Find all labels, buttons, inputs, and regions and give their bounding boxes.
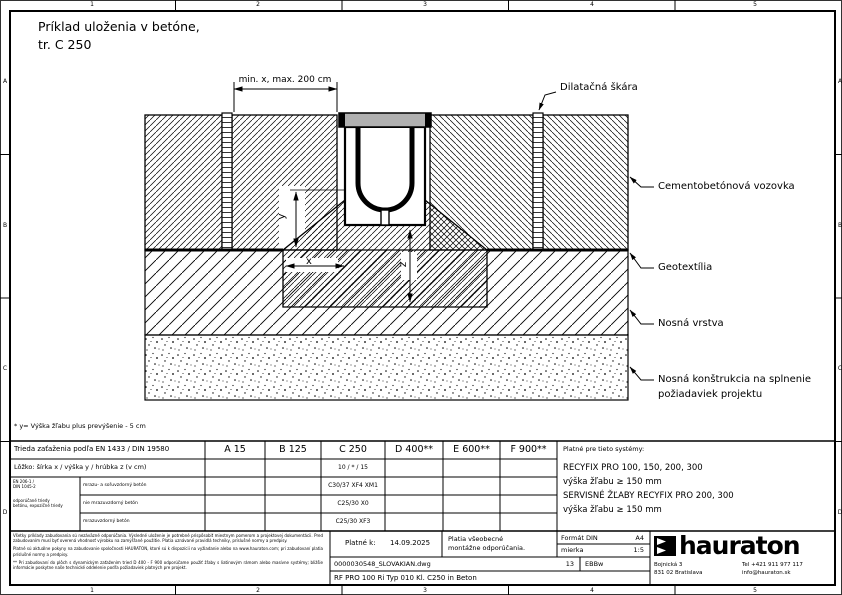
frame-row-label: D bbox=[2, 509, 8, 516]
address-line1: Bojnická 3 bbox=[654, 562, 683, 568]
frame-col-label: 3 bbox=[423, 1, 427, 8]
frame-col-label: 4 bbox=[590, 587, 594, 594]
systems-line: výška žľabu ≥ 150 mm bbox=[563, 477, 662, 487]
frame-col-label: 5 bbox=[753, 1, 757, 8]
company-address bbox=[654, 561, 742, 578]
callout-pavement: Cementobetónová vozovka bbox=[658, 181, 795, 192]
callout-subbase: Nosná konštrukcia na splnenie požiadaviek projektu bbox=[658, 374, 812, 400]
concrete-row-label: mrazu- a soľuvzdorný betón bbox=[83, 483, 147, 488]
bedding-value-c250: 10 / * / 15 bbox=[338, 464, 368, 471]
file-name: 0000030548_SLOVAKIAN.dwg bbox=[334, 560, 431, 568]
format-value: A4 bbox=[635, 534, 644, 542]
sheet-number: 13 bbox=[565, 560, 574, 568]
hauraton-wordmark: hauraton bbox=[679, 531, 800, 560]
dim-mask bbox=[286, 258, 338, 272]
format-label: Formát DIN bbox=[561, 534, 598, 542]
frame-row-label: A bbox=[837, 78, 842, 85]
norm-line1: EN 206-1 / bbox=[13, 479, 35, 484]
channel-u-profile bbox=[358, 128, 412, 210]
drawing-title: RF PRO 100 Ri Typ 010 Kl. C250 in Beton bbox=[334, 574, 477, 582]
callout-base-course: Nosná vrstva bbox=[658, 318, 724, 329]
dim-top bbox=[234, 82, 337, 112]
frame-row-label: B bbox=[837, 222, 842, 229]
hauraton-logo-icon bbox=[654, 536, 676, 556]
dim-y-label: y bbox=[276, 213, 288, 220]
disclaimer-block bbox=[13, 533, 323, 573]
company-block bbox=[654, 533, 834, 578]
grate bbox=[339, 113, 431, 127]
frame-row-label: C bbox=[2, 365, 8, 372]
callout-geotextile: Geotextília bbox=[658, 262, 713, 273]
address-line2: 831 02 Bratislava bbox=[654, 570, 703, 577]
general-note-line2: montážne odporúčania. bbox=[448, 544, 526, 552]
frame-row-label: D bbox=[837, 509, 842, 516]
frame-col-label: 1 bbox=[90, 587, 94, 594]
class-f900: F 900** bbox=[510, 444, 547, 455]
frame-col-label: 5 bbox=[753, 587, 757, 594]
norm-line4: betónu, expozičné triedy bbox=[13, 503, 63, 508]
systems-heading: Platné pre tieto systémy: bbox=[563, 445, 645, 453]
company-phone: Tel +421 911 977 117 bbox=[742, 562, 803, 568]
disclaimer-p1: Všetky príklady zabudovania sú nezáväzné odporúčania. Výsledné uloženie je potrebné prispôsobiť miestnym pomerom a projektovej dokumentácii. Pred zabudovaním musí byť overená vhodnosť výrobku na zamýšľané použitie. Platia uznávané pravidlá techniky, príslušné normy a predpisy. bbox=[13, 533, 323, 544]
norm-line3: odporúčané triedy bbox=[13, 498, 50, 503]
frame-col-label: 2 bbox=[256, 587, 260, 594]
concrete-row-label: nie mrazuvzdorný betón bbox=[83, 501, 138, 506]
grate-edge bbox=[425, 113, 431, 127]
author-code: EBBw bbox=[585, 560, 604, 568]
frame-row-label: A bbox=[2, 78, 8, 85]
pavement-slab bbox=[543, 115, 628, 250]
valid-date: 14.09.2025 bbox=[390, 539, 431, 547]
systems-line: RECYFIX PRO 100, 150, 200, 300 bbox=[563, 463, 703, 473]
scale-label: mierka bbox=[561, 546, 584, 554]
concrete-value: C25/30 X0 bbox=[337, 500, 369, 507]
frame-row-label: C bbox=[837, 365, 842, 372]
class-e600: E 600** bbox=[453, 444, 490, 455]
cross-section bbox=[145, 82, 654, 400]
valid-label: Platné k: bbox=[345, 539, 376, 547]
bedding-row-label: Lôžko: šírka x / výška y / hrúbka z (v cm) bbox=[14, 463, 147, 471]
concrete-value: C30/37 XF4 XM1 bbox=[328, 482, 378, 489]
callout-dilatation-joint: Dilatačná škára bbox=[560, 82, 638, 93]
frame-col-label: 2 bbox=[256, 1, 260, 8]
scale-value: 1:5 bbox=[633, 546, 644, 554]
channel-outlet bbox=[381, 210, 389, 225]
frame-col-label: 4 bbox=[590, 1, 594, 8]
company-email: info@hauraton.sk bbox=[742, 570, 791, 577]
frame-col-label: 3 bbox=[423, 587, 427, 594]
dim-z-label: z bbox=[398, 261, 410, 268]
concrete-row-label: mrazuvzdorný betón bbox=[83, 519, 130, 524]
page-title bbox=[38, 18, 200, 53]
class-a15: A 15 bbox=[224, 444, 246, 455]
disclaimer-p2: Platné sú aktuálne pokyny na zabudovanie spoločnosti HAURATON, ktoré sú k dispozícii na vyžiadanie alebo na www.hauraton.com; pri zabudovaní platia príslušné normy a predpisy. bbox=[13, 546, 323, 557]
concrete-value: C25/30 XF3 bbox=[335, 518, 371, 525]
load-class-row-label: Trieda zaťaženia podľa EN 1433 / DIN 19580 bbox=[14, 445, 170, 453]
frame-row-label: B bbox=[2, 222, 8, 229]
page-title-line2: tr. C 250 bbox=[38, 36, 92, 52]
dim-x-label: x bbox=[306, 256, 312, 267]
company-contact bbox=[742, 561, 803, 578]
grate-edge bbox=[339, 113, 345, 127]
norm-line2: DIN 1045-2 bbox=[13, 484, 36, 489]
footnote: * y= Výška žľabu plus prevýšenie - 5 cm bbox=[14, 422, 146, 430]
pavement-slab bbox=[145, 115, 222, 250]
frame-col-label: 1 bbox=[90, 1, 94, 8]
subbase-layer bbox=[145, 335, 628, 400]
disclaimer-p3: ** Pri zabudovaní do plôch s dynamickým zaťažením tried D 400 - F 900 odporúčame použiť žľaby s liatinovým rámom alebo masívne systémy; bližšie informácie poskytne naše technické oddelenie podľa požiadaviek platných pre projekt. bbox=[13, 559, 323, 570]
dim-top-label: min. x, max. 200 cm bbox=[238, 75, 332, 85]
systems-line: SERVISNÉ ŽĽABY RECYFIX PRO 200, 300 bbox=[563, 491, 734, 501]
general-note-line1: Platia všeobecné bbox=[448, 535, 504, 543]
page-title-line1: Príklad uloženia v betóne, bbox=[38, 19, 200, 34]
class-c250: C 250 bbox=[339, 444, 367, 455]
class-d400: D 400** bbox=[395, 444, 433, 455]
class-b125: B 125 bbox=[279, 444, 307, 455]
systems-line: výška žľabu ≥ 150 mm bbox=[563, 505, 662, 515]
